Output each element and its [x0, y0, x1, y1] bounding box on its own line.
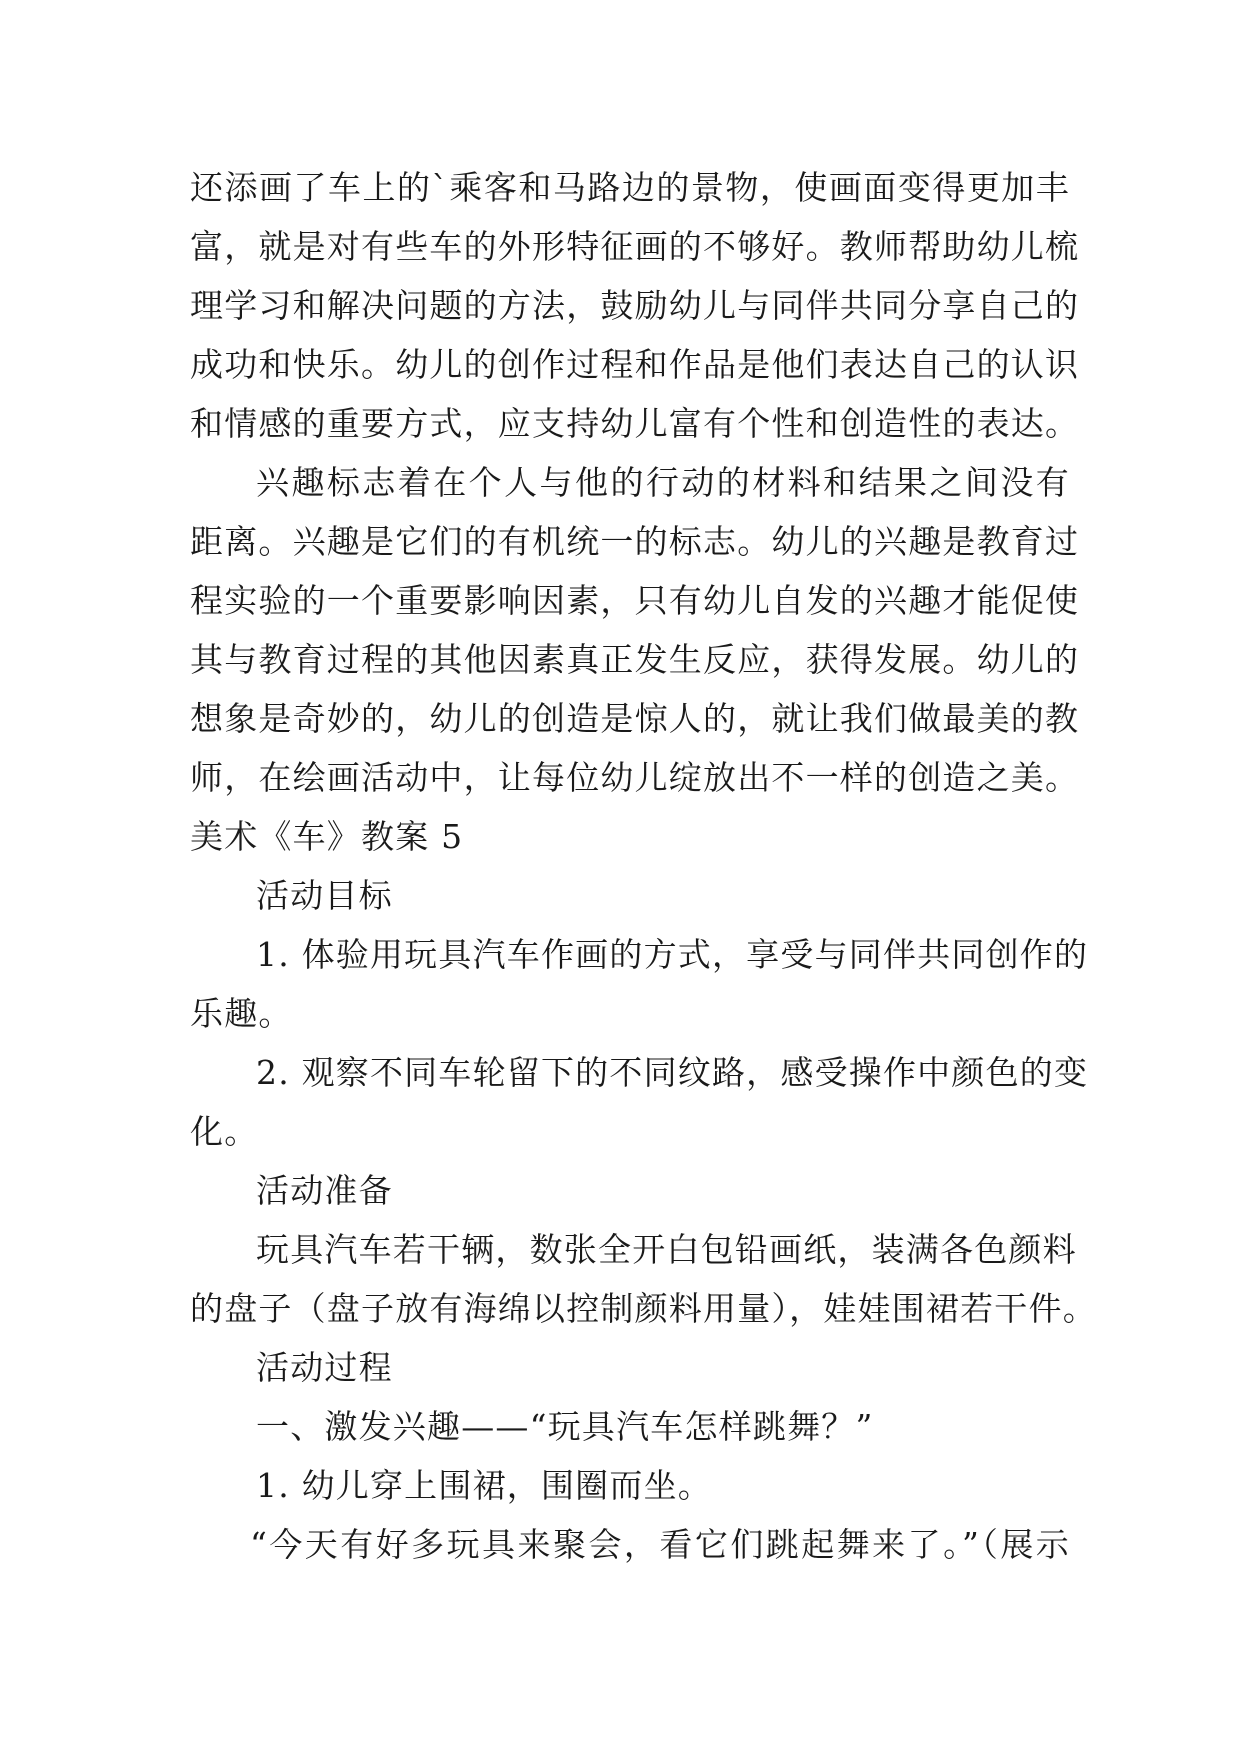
body-text-line: 理学习和解决问题的方法，鼓励幼儿与同伴共同分享自己的	[190, 286, 1080, 325]
body-text-line: 其与教育过程的其他因素真正发生反应，获得发展。幼儿的	[190, 640, 1080, 679]
list-item-2-continued: 化。	[190, 1112, 259, 1151]
section-title: 美术《车》教案 5	[190, 817, 464, 856]
body-text-line: 富，就是对有些车的外形特征画的不够好。教师帮助幼儿梳	[190, 227, 1080, 266]
preparation-text-line: 玩具汽车若干辆，数张全开白包铅画纸，装满各色颜料	[256, 1230, 1077, 1269]
process-step-item: 1. 幼儿穿上围裙，围圈而坐。	[256, 1466, 712, 1505]
body-text-line: 距离。兴趣是它们的有机统一的标志。幼儿的兴趣是教育过	[190, 522, 1080, 561]
body-text-line: 程实验的一个重要影响因素，只有幼儿自发的兴趣才能促使	[190, 581, 1080, 620]
subheading-activity-preparation: 活动准备	[256, 1171, 393, 1210]
paragraph-first-line: 兴趣标志着在个人与他的行动的材料和结果之间没有	[256, 463, 1070, 502]
list-item-1: 1. 体验用玩具汽车作画的方式，享受与同伴共同创作的	[256, 935, 1089, 974]
body-text-line: 成功和快乐。幼儿的创作过程和作品是他们表达自己的认识	[190, 345, 1080, 384]
document-page	[190, 158, 1097, 1574]
list-item-1-continued: 乐趣。	[190, 994, 293, 1033]
subheading-activity-goals: 活动目标	[256, 876, 393, 915]
quote-text-line: “今天有好多玩具来聚会，看它们跳起舞来了。”（展示	[250, 1525, 1070, 1564]
list-item-2: 2. 观察不同车轮留下的不同纹路，感受操作中颜色的变	[256, 1053, 1089, 1092]
preparation-text-line: 的盘子（盘子放有海绵以控制颜料用量），娃娃围裙若干件。	[190, 1289, 1097, 1328]
body-text-line: 还添画了车上的`乘客和马路边的景物，使画面变得更加丰	[190, 168, 1070, 207]
body-text-line: 和情感的重要方式，应支持幼儿富有个性和创造性的表达。	[190, 404, 1080, 443]
body-text-line: 想象是奇妙的，幼儿的创造是惊人的，就让我们做最美的教	[190, 699, 1080, 738]
process-step-heading: 一、激发兴趣——“玩具汽车怎样跳舞？”	[256, 1407, 874, 1446]
subheading-activity-process: 活动过程	[256, 1348, 393, 1387]
body-text-line: 师，在绘画活动中，让每位幼儿绽放出不一样的创造之美。	[190, 758, 1080, 797]
